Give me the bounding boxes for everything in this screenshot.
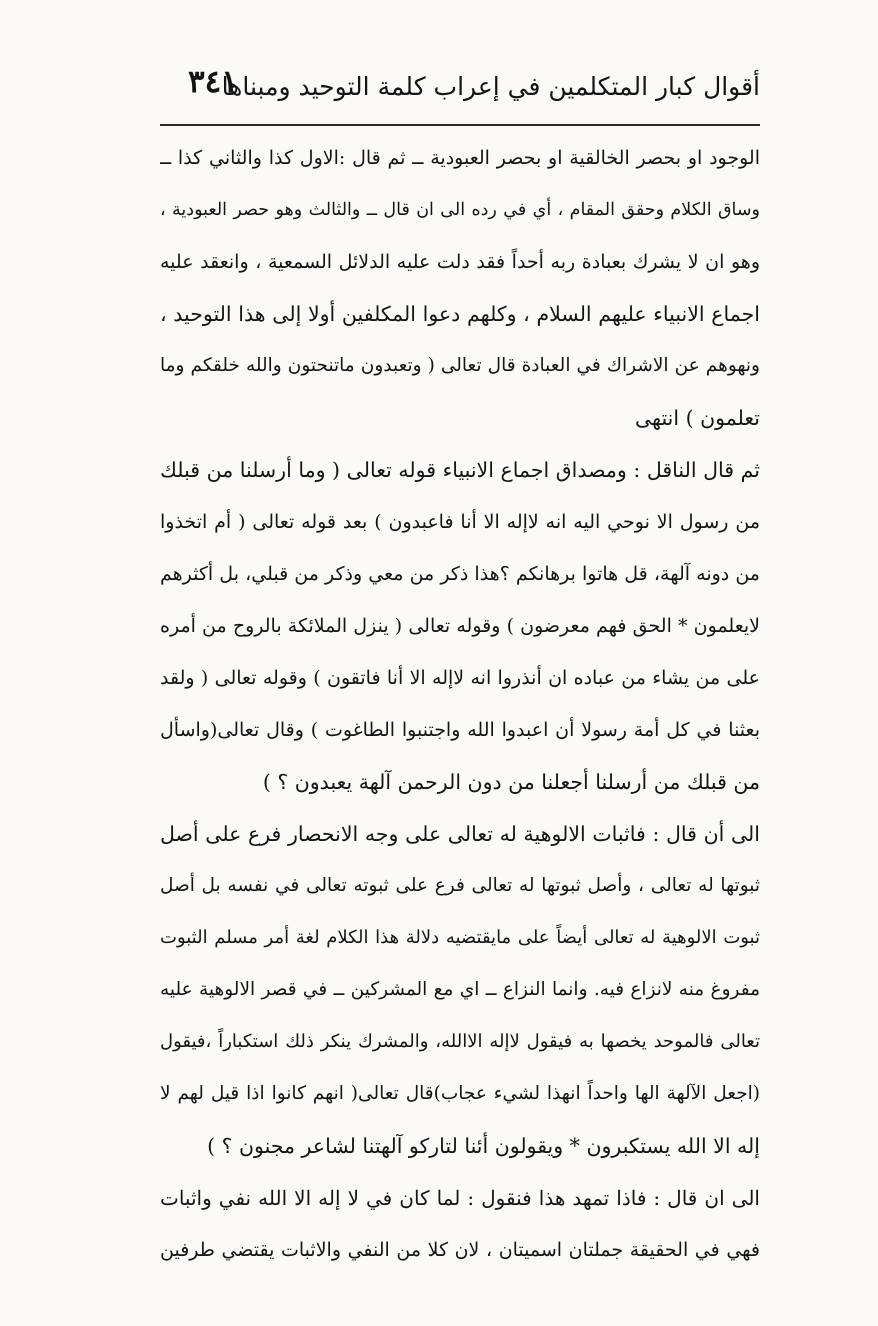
text-line: تعالى فالموحد يخصها به فيقول لاإله الاالله، والمشرك ينكر ذلك استكباراً ،فيقول: [160, 1031, 760, 1052]
page-body: [160, 132, 760, 1276]
text-line: ثبوت الالوهية له تعالى أيضاً على مايقتضيه دلالة هذا الكلام لغة أمر مسلم الثبوت: [160, 927, 760, 948]
text-line: ثم قال الناقل : ومصداق اجماع الانبياء قوله تعالى ( وما أرسلنا من قبلك: [160, 458, 760, 482]
text-line: إله الا الله يستكبرون * ويقولون أئنا لتاركو آلهتنا لشاعر مجنون ؟ ): [207, 1134, 760, 1158]
text-line: ثبوتها له تعالى ، وأصل ثبوتها له تعالى فرع على ثبوته تعالى في نفسه بل أصل: [160, 875, 760, 896]
text-line: لايعلمون * الحق فهم معرضون ) وقوله تعالى ( ينزل الملائكة بالروح من أمره: [160, 615, 760, 637]
text-line: (اجعل الآلهة الها واحداً انهذا لشيء عجاب)قال تعالى( انهم كانوا اذا قيل لهم لا: [160, 1083, 760, 1104]
header-rule: [160, 124, 760, 126]
page-header: [160, 64, 760, 120]
text-line: وهو ان لا يشرك بعبادة ربه أحداً فقد دلت عليه الدلائل السمعية ، وانعقد عليه: [160, 251, 760, 273]
text-line: ونهوهم عن الاشراك في العبادة قال تعالى ( وتعبدون ماتنحتون والله خلقكم وما: [160, 355, 760, 376]
text-line: بعثنا في كل أمة رسولا أن اعبدوا الله واجتنبوا الطاغوت ) وقال تعالى(واسأل: [160, 719, 760, 741]
text-line: فهي في الحقيقة جملتان اسميتان ، لان كلا من النفي والاثبات يقتضي طرفين: [160, 1239, 760, 1261]
paragraph: [160, 444, 760, 808]
paragraph: [160, 132, 760, 444]
paragraph: [160, 808, 760, 1172]
text-line: على من يشاء من عباده ان أنذروا انه لاإله الا أنا فاتقون ) وقوله تعالى ( ولقد: [160, 667, 760, 689]
text-line: اجماع الانبياء عليهم السلام ، وكلهم دعوا المكلفين أولا إلى هذا التوحيد ،: [160, 302, 760, 326]
text-line: الى أن قال : فاثبات الالوهية له تعالى على وجه الانحصار فرع على أصل: [160, 822, 760, 846]
text-line: مفروغ منه لانزاع فيه. وانما النزاع ــ اي مع المشركين ــ في قصر الالوهية عليه: [160, 979, 760, 1000]
text-line: الوجود او بحصر الخالقية او بحصر العبودية ــ ثم قال :الاول كذا والثاني كذا ــ: [160, 147, 760, 169]
page-number: ٣٤١: [188, 64, 238, 100]
text-line: من رسول الا نوحي اليه انه لاإله الا أنا فاعبدون ) بعد قوله تعالى ( أم اتخذوا: [160, 511, 760, 533]
text-line: وساق الكلام وحقق المقام ، أي في رده الى ان قال ــ والثالث وهو حصر العبودية ،: [160, 200, 760, 220]
running-title: أقوال كبار المتكلمين في إعراب كلمة التوحيد ومبناها: [221, 72, 760, 101]
paragraph: [160, 1172, 760, 1276]
text-line: من دونه آلهة، قل هاتوا برهانكم ؟هذا ذكر من معي وذكر من قبلي، بل أكثرهم: [160, 563, 760, 585]
text-line: الى ان قال : فاذا تمهد هذا فنقول : لما كان في لا إله الا الله نفي واثبات: [160, 1186, 760, 1210]
text-line: تعلمون ) انتهى: [634, 406, 760, 430]
text-line: من قبلك من أرسلنا أجعلنا من دون الرحمن آلهة يعبدون ؟ ): [262, 770, 760, 794]
